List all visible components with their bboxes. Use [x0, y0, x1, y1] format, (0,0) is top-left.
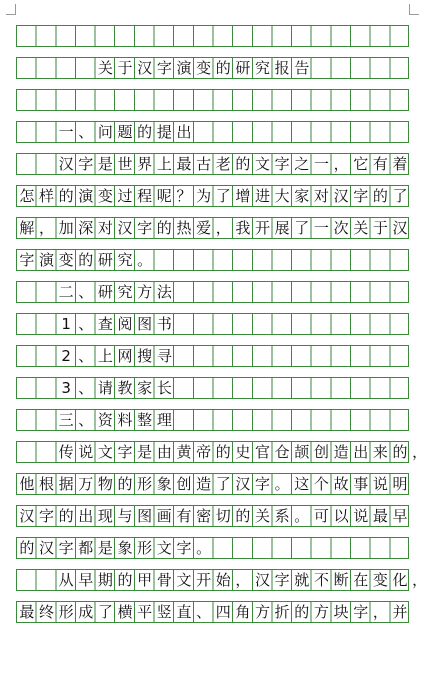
- grid-cell-char: 热: [176, 219, 192, 237]
- grid-cell-char: 官: [255, 443, 271, 461]
- grid-cell-char: 是: [97, 539, 113, 557]
- grid-cell-char: 法: [156, 283, 172, 301]
- grid-cell-char: 创: [176, 475, 192, 493]
- grid-cell-char: 最: [19, 603, 35, 621]
- grid-row: [16, 57, 409, 79]
- grid-cell-char: 块: [333, 603, 349, 621]
- grid-cell-char: 来: [372, 443, 388, 461]
- grid-cell-char: 字: [117, 443, 133, 461]
- grid-cell-char: 了: [97, 603, 113, 621]
- grid-row: [16, 249, 409, 271]
- grid-cell-char: 资: [97, 411, 113, 429]
- grid-row: [16, 217, 409, 239]
- grid-cell-char: 我: [235, 219, 251, 237]
- row-text: [17, 602, 410, 622]
- manuscript-grid-paper: [16, 25, 427, 633]
- grid-cell-char: 次: [333, 219, 349, 237]
- grid-cell-char: 早: [392, 507, 408, 525]
- grid-cell-char: 对: [97, 219, 113, 237]
- grid-cell-char: 爱: [196, 219, 212, 237]
- grid-cell-char: 过: [117, 187, 133, 205]
- grid-cell-char: 。: [294, 507, 310, 525]
- grid-cell-char: 的: [137, 123, 153, 141]
- row-text: [17, 250, 154, 270]
- grid-cell-char: 汉: [137, 59, 153, 77]
- grid-cell-char: 关: [255, 507, 271, 525]
- grid-cell-char: 文: [97, 443, 113, 461]
- grid-cell-char: 关: [353, 219, 369, 237]
- grid-cell-char: 不: [313, 571, 329, 589]
- crop-mark-top-left-vertical: [15, 4, 16, 14]
- grid-cell-char: 研: [97, 251, 113, 269]
- grid-cell-char: 造: [333, 443, 349, 461]
- grid-cell-char: 字: [274, 155, 290, 173]
- grid-cell-char: 查: [97, 315, 113, 333]
- grid-cell-char: 出: [78, 507, 94, 525]
- grid-cell-char: 的: [78, 251, 94, 269]
- grid-row: [16, 25, 409, 47]
- grid-cell-char: 汉: [38, 539, 54, 557]
- row-text: [56, 378, 174, 398]
- row-text: [96, 58, 312, 78]
- grid-cell-char: 故: [333, 475, 349, 493]
- grid-cell-char: 字: [255, 475, 271, 493]
- grid-cell-char: 汉: [117, 219, 133, 237]
- grid-cell-char: 1: [61, 315, 71, 333]
- grid-cell-char: 请: [97, 379, 113, 397]
- grid-cell-char: 形: [58, 603, 74, 621]
- grid-cell-char: 样: [38, 187, 54, 205]
- grid-cell-char: 角: [235, 603, 251, 621]
- grid-cell-char: 的: [58, 187, 74, 205]
- grid-cell-char: 最: [176, 155, 192, 173]
- row-text: [56, 570, 427, 590]
- grid-cell-char: 字: [274, 571, 290, 589]
- grid-cell-char: 据: [58, 475, 74, 493]
- grid-cell-char: 、: [196, 603, 212, 621]
- grid-cell-char: 、: [78, 315, 94, 333]
- grid-cell-char: 横: [117, 603, 133, 621]
- grid-cell-char: 的: [117, 571, 133, 589]
- grid-cell-char: 三: [58, 411, 74, 429]
- grid-cell-char: 字: [353, 603, 369, 621]
- grid-cell-char: 为: [196, 187, 212, 205]
- grid-cell-char: 并: [392, 603, 408, 621]
- row-text: [17, 218, 410, 238]
- grid-cell-char: 最: [372, 507, 388, 525]
- grid-cell-char: 呢: [156, 187, 172, 205]
- grid-cell-char: 这: [294, 475, 310, 493]
- grid-cell-char: 变: [372, 571, 388, 589]
- grid-cell-char: 黄: [176, 443, 192, 461]
- grid-cell-char: 的: [372, 187, 388, 205]
- grid-cell-char: 甲: [137, 571, 153, 589]
- row-text: [56, 282, 174, 302]
- grid-cell-char: ，: [333, 155, 349, 173]
- row-text: [56, 410, 174, 430]
- grid-cell-char: 了: [392, 187, 408, 205]
- grid-cell-char: 仓: [274, 443, 290, 461]
- crop-mark-top-right-vertical: [409, 4, 410, 14]
- grid-cell-char: ？: [176, 187, 192, 205]
- grid-cell-char: 一: [313, 155, 329, 173]
- grid-cell-char: 、: [78, 379, 94, 397]
- grid-cell-char: 家: [137, 379, 153, 397]
- grid-cell-char: 是: [137, 443, 153, 461]
- grid-cell-char: 二: [58, 283, 74, 301]
- grid-cell-char: 了: [294, 219, 310, 237]
- grid-cell-char: 料: [117, 411, 133, 429]
- row-text: [17, 186, 410, 206]
- grid-cell-char: 演: [176, 59, 192, 77]
- grid-row: [16, 345, 409, 367]
- grid-cell-char: 在: [353, 571, 369, 589]
- row-text: [17, 474, 410, 494]
- grid-cell-char: 字: [353, 187, 369, 205]
- grid-cell-char: 文: [156, 539, 172, 557]
- row-text: [56, 314, 174, 334]
- grid-cell-char: 个: [313, 475, 329, 493]
- grid-cell-char: 2: [61, 347, 71, 365]
- grid-cell-char: 网: [117, 347, 133, 365]
- grid-cell-char: 上: [156, 155, 172, 173]
- grid-cell-char: 说: [372, 475, 388, 493]
- grid-cell-char: 搜: [137, 347, 153, 365]
- grid-cell-char: 方: [137, 283, 153, 301]
- grid-cell-char: 象: [156, 475, 172, 493]
- grid-cell-char: 之: [294, 155, 310, 173]
- grid-cell-char: 创: [313, 443, 329, 461]
- grid-cell-char: 于: [117, 59, 133, 77]
- grid-cell-char: 、: [78, 123, 94, 141]
- grid-cell-char: 直: [176, 603, 192, 621]
- grid-cell-char: 的: [58, 507, 74, 525]
- grid-cell-char: 演: [78, 187, 94, 205]
- grid-cell-char: 大: [274, 187, 290, 205]
- grid-cell-char: 理: [156, 411, 172, 429]
- grid-cell-char: 题: [117, 123, 133, 141]
- grid-cell-char: 深: [78, 219, 94, 237]
- grid-cell-char: 的: [117, 475, 133, 493]
- grid-row: [16, 473, 409, 495]
- grid-cell-char: ，: [372, 603, 388, 621]
- grid-cell-char: 阅: [117, 315, 133, 333]
- grid-cell-char: 汉: [392, 219, 408, 237]
- grid-cell-char: 有: [176, 507, 192, 525]
- grid-cell-char: 与: [117, 507, 133, 525]
- grid-cell-char: 以: [333, 507, 349, 525]
- grid-cell-char: 汉: [255, 571, 271, 589]
- grid-cell-char: 平: [137, 603, 153, 621]
- grid-cell-char: 程: [137, 187, 153, 205]
- grid-cell-char: 说: [353, 507, 369, 525]
- grid-cell-char: 变: [196, 59, 212, 77]
- grid-cell-char: ，: [412, 443, 427, 461]
- grid-cell-char: 字: [19, 251, 35, 269]
- grid-cell-char: 整: [137, 411, 153, 429]
- grid-cell-char: 物: [97, 475, 113, 493]
- grid-cell-char: 怎: [19, 187, 35, 205]
- grid-cell-char: ，: [412, 571, 427, 589]
- grid-cell-char: 研: [235, 59, 251, 77]
- grid-cell-char: 汉: [58, 155, 74, 173]
- grid-cell-char: 的: [215, 443, 231, 461]
- grid-cell-char: 它: [353, 155, 369, 173]
- grid-row: [16, 409, 409, 431]
- grid-cell-char: 事: [353, 475, 369, 493]
- grid-cell-char: 竖: [156, 603, 172, 621]
- grid-cell-char: 究: [255, 59, 271, 77]
- grid-cell-char: 一: [313, 219, 329, 237]
- grid-cell-char: 出: [176, 123, 192, 141]
- row-text: [56, 154, 410, 174]
- grid-cell-char: 骨: [156, 571, 172, 589]
- grid-cell-char: 折: [274, 603, 290, 621]
- grid-cell-char: 变: [58, 251, 74, 269]
- grid-cell-char: 化: [392, 571, 408, 589]
- grid-row: [16, 377, 409, 399]
- grid-cell-char: 加: [58, 219, 74, 237]
- grid-row: [16, 537, 409, 559]
- grid-cell-char: 字: [78, 155, 94, 173]
- grid-cell-char: 可: [313, 507, 329, 525]
- grid-cell-char: 图: [137, 315, 153, 333]
- grid-cell-char: 。: [274, 475, 290, 493]
- grid-cell-char: 由: [156, 443, 172, 461]
- grid-cell-char: 问: [97, 123, 113, 141]
- grid-cell-char: 明: [392, 475, 408, 493]
- grid-cell-char: 。: [137, 251, 153, 269]
- row-text: [17, 538, 213, 558]
- grid-cell-char: 于: [372, 219, 388, 237]
- grid-cell-char: 早: [78, 571, 94, 589]
- grid-cell-char: 万: [78, 475, 94, 493]
- grid-cell-char: 、: [78, 347, 94, 365]
- grid-cell-char: 长: [156, 379, 172, 397]
- grid-cell-char: 都: [78, 539, 94, 557]
- grid-row: [16, 153, 409, 175]
- grid-cell-char: 传: [58, 443, 74, 461]
- grid-cell-char: 字: [156, 59, 172, 77]
- grid-cell-char: 汉: [19, 507, 35, 525]
- grid-cell-char: 家: [294, 187, 310, 205]
- grid-cell-char: 文: [176, 571, 192, 589]
- grid-cell-char: 汉: [235, 475, 251, 493]
- grid-cell-char: 增: [235, 187, 251, 205]
- grid-cell-char: 字: [58, 539, 74, 557]
- grid-cell-char: 开: [255, 219, 271, 237]
- grid-cell-char: 根: [38, 475, 54, 493]
- grid-cell-char: 关: [97, 59, 113, 77]
- grid-cell-char: 开: [196, 571, 212, 589]
- grid-cell-char: 的: [19, 539, 35, 557]
- grid-row: [16, 185, 409, 207]
- grid-cell-char: 成: [78, 603, 94, 621]
- grid-cell-char: 帝: [196, 443, 212, 461]
- grid-cell-char: 、: [78, 283, 94, 301]
- grid-cell-char: 画: [156, 507, 172, 525]
- grid-cell-char: 研: [97, 283, 113, 301]
- grid-cell-char: 字: [38, 507, 54, 525]
- grid-cell-char: 了: [215, 475, 231, 493]
- grid-cell-char: 解: [19, 219, 35, 237]
- grid-row: [16, 89, 409, 111]
- grid-cell-char: 就: [294, 571, 310, 589]
- grid-cell-char: 、: [78, 411, 94, 429]
- grid-cell-char: 报: [274, 59, 290, 77]
- grid-cell-char: 书: [156, 315, 172, 333]
- grid-cell-char: 断: [333, 571, 349, 589]
- grid-cell-char: 了: [215, 187, 231, 205]
- grid-cell-char: 一: [58, 123, 74, 141]
- grid-cell-char: 。: [196, 539, 212, 557]
- grid-cell-char: 变: [97, 187, 113, 205]
- grid-cell-char: ，: [235, 571, 251, 589]
- grid-cell-char: 图: [137, 507, 153, 525]
- crop-mark-top-left-horizontal: [6, 14, 16, 15]
- grid-cell-char: 汉: [333, 187, 349, 205]
- grid-cell-char: 有: [372, 155, 388, 173]
- grid-row: [16, 313, 409, 335]
- row-text: [17, 506, 410, 526]
- grid-cell-char: ，: [215, 219, 231, 237]
- grid-cell-char: 教: [117, 379, 133, 397]
- grid-row: [16, 569, 427, 591]
- grid-cell-char: 切: [215, 507, 231, 525]
- grid-cell-char: 寻: [156, 347, 172, 365]
- grid-cell-char: 老: [215, 155, 231, 173]
- grid-row: [16, 281, 409, 303]
- grid-cell-char: 展: [274, 219, 290, 237]
- grid-cell-char: 的: [235, 155, 251, 173]
- grid-cell-char: 的: [294, 603, 310, 621]
- grid-cell-char: 字: [137, 219, 153, 237]
- grid-cell-char: 演: [38, 251, 54, 269]
- grid-row: [16, 121, 409, 143]
- grid-cell-char: 告: [294, 59, 310, 77]
- grid-cell-char: 形: [137, 475, 153, 493]
- grid-cell-char: 究: [117, 251, 133, 269]
- crop-mark-top-right-horizontal: [409, 14, 419, 15]
- row-text: [56, 442, 427, 462]
- grid-cell-char: 的: [392, 443, 408, 461]
- grid-cell-char: 从: [58, 571, 74, 589]
- grid-cell-char: 界: [137, 155, 153, 173]
- grid-cell-char: ，: [38, 219, 54, 237]
- row-text: [56, 122, 193, 142]
- grid-cell-char: 出: [353, 443, 369, 461]
- grid-cell-char: 系: [274, 507, 290, 525]
- grid-row: [16, 505, 409, 527]
- grid-cell-char: 象: [117, 539, 133, 557]
- grid-cell-char: 世: [117, 155, 133, 173]
- grid-cell-char: 的: [235, 507, 251, 525]
- grid-cell-char: 古: [196, 155, 212, 173]
- grid-cell-char: 方: [255, 603, 271, 621]
- grid-cell-char: 对: [313, 187, 329, 205]
- grid-cell-char: 是: [97, 155, 113, 173]
- grid-cell-char: 四: [215, 603, 231, 621]
- grid-cell-char: 上: [97, 347, 113, 365]
- row-text: [56, 346, 174, 366]
- grid-row: [16, 441, 427, 463]
- grid-cell-char: 终: [38, 603, 54, 621]
- grid-cell-char: 的: [156, 219, 172, 237]
- grid-cell-char: 现: [97, 507, 113, 525]
- grid-cell-char: 始: [215, 571, 231, 589]
- grid-cell-char: 究: [117, 283, 133, 301]
- grid-cell-char: 密: [196, 507, 212, 525]
- grid-cell-char: 进: [255, 187, 271, 205]
- grid-cell-char: 提: [156, 123, 172, 141]
- grid-cell-char: 颉: [294, 443, 310, 461]
- grid-cell-char: 形: [137, 539, 153, 557]
- grid-cell-char: 他: [19, 475, 35, 493]
- grid-cell-char: 期: [97, 571, 113, 589]
- grid-cell-char: 3: [61, 379, 71, 397]
- grid-cell-char: 的: [215, 59, 231, 77]
- grid-cell-char: 说: [78, 443, 94, 461]
- grid-row: [16, 601, 409, 623]
- grid-cell-char: 着: [392, 155, 408, 173]
- grid-cell-char: 方: [313, 603, 329, 621]
- grid-cell-char: 文: [255, 155, 271, 173]
- grid-cell-char: 史: [235, 443, 251, 461]
- grid-cell-char: 字: [176, 539, 192, 557]
- grid-cell-char: 造: [196, 475, 212, 493]
